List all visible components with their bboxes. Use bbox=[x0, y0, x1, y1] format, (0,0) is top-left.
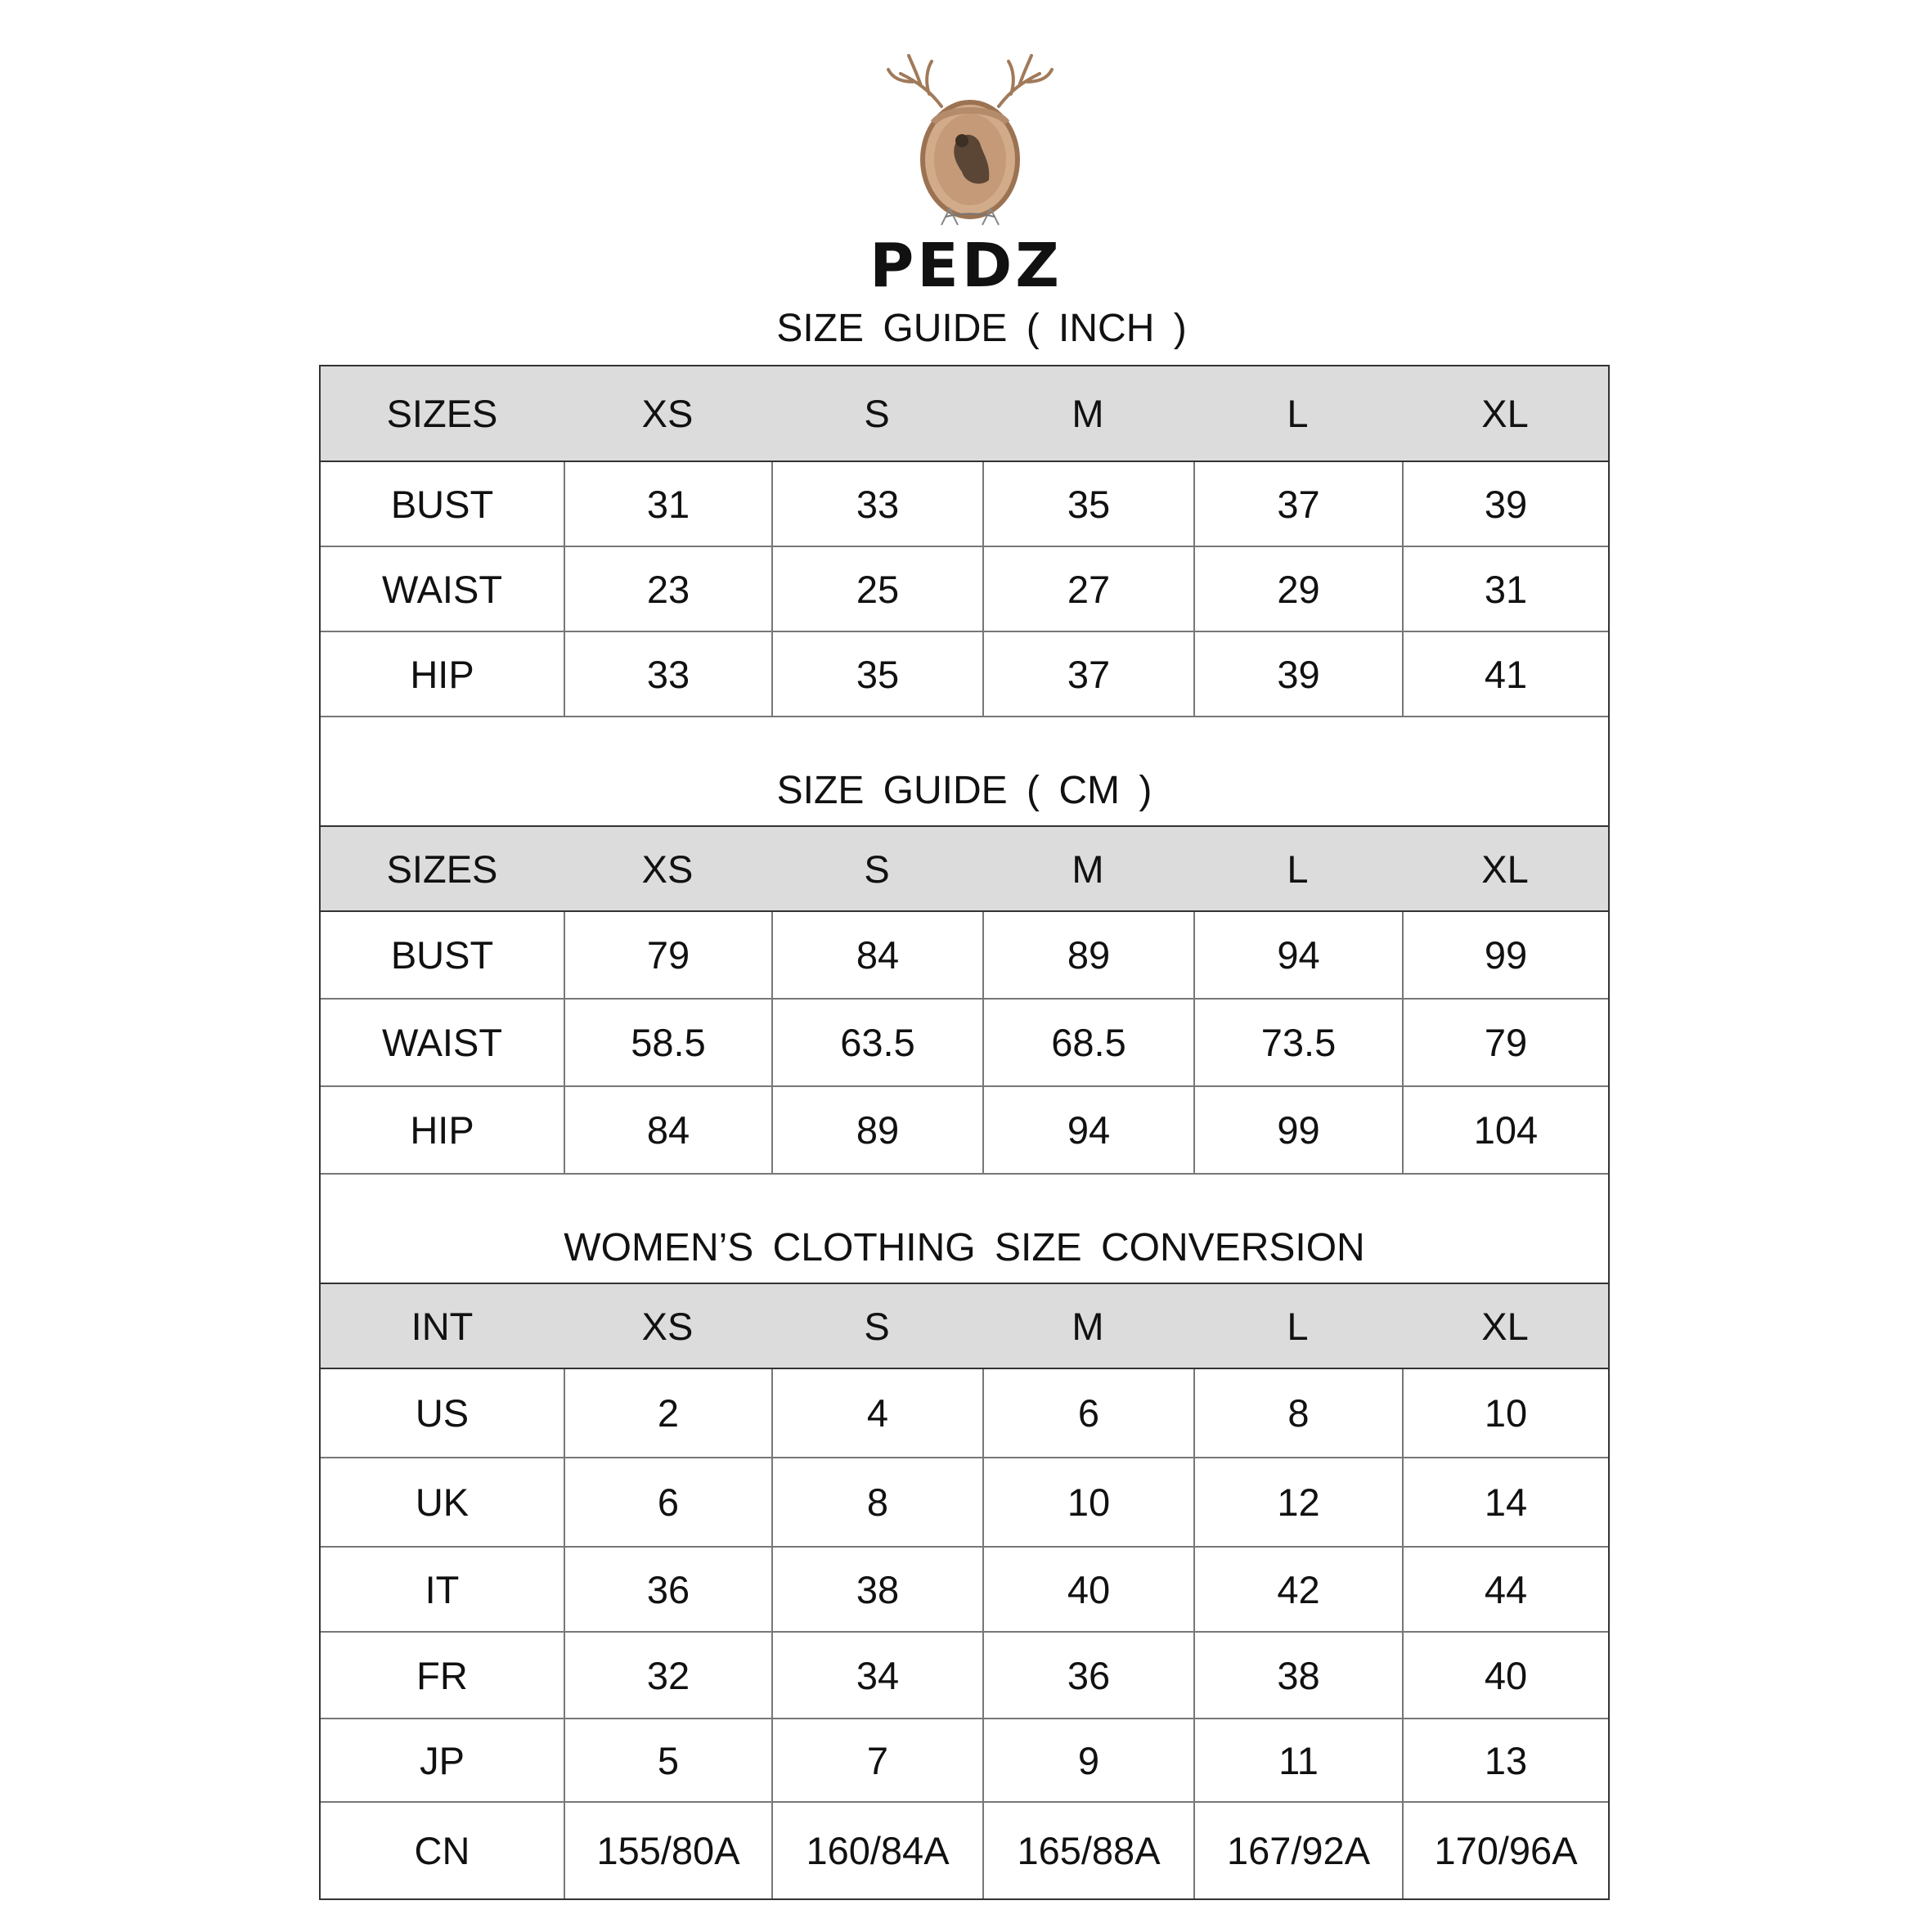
header-cell: S bbox=[864, 847, 890, 891]
table-cell: 5 bbox=[564, 1719, 771, 1801]
table-cell: 63.5 bbox=[771, 1000, 982, 1085]
row-label: IT bbox=[425, 1567, 460, 1611]
table-cell: 12 bbox=[1193, 1458, 1402, 1546]
brand-wordmark: PEDZ bbox=[869, 231, 1063, 301]
table-cell: 33 bbox=[564, 632, 771, 716]
table-cell: 160/84A bbox=[771, 1803, 982, 1898]
header-cell: XS bbox=[641, 1304, 694, 1348]
table-cell: 89 bbox=[982, 912, 1193, 998]
table-cell: 9 bbox=[982, 1719, 1193, 1801]
header-cell: XL bbox=[1481, 392, 1529, 435]
table-row bbox=[321, 547, 1608, 632]
table-cell: 6 bbox=[982, 1369, 1193, 1457]
table-row bbox=[321, 912, 1608, 1000]
cm-header-row bbox=[321, 827, 1608, 912]
table-cell: 38 bbox=[1193, 1633, 1402, 1718]
row-label: HIP bbox=[410, 652, 474, 696]
table-cell: 34 bbox=[771, 1633, 982, 1718]
row-label: BUST bbox=[390, 933, 494, 977]
table-cell: 84 bbox=[564, 1087, 771, 1173]
table-cell: 33 bbox=[771, 462, 982, 546]
table-cell: 4 bbox=[771, 1369, 982, 1457]
conversion-header-row bbox=[321, 1284, 1608, 1369]
row-label: WAIST bbox=[381, 1021, 503, 1064]
header-cell: S bbox=[864, 1304, 890, 1348]
table-row bbox=[321, 1087, 1608, 1175]
table-cell: 8 bbox=[771, 1458, 982, 1546]
table-cell: 31 bbox=[1402, 547, 1608, 631]
table-cell: 58.5 bbox=[564, 1000, 771, 1085]
header-cell: XS bbox=[641, 847, 694, 891]
header-cell: XS bbox=[641, 392, 694, 435]
table-cell: 29 bbox=[1193, 547, 1402, 631]
table-cell: 79 bbox=[1402, 1000, 1608, 1085]
row-label: BUST bbox=[390, 482, 494, 526]
header-cell: L bbox=[1287, 392, 1309, 435]
table-cell: 32 bbox=[564, 1633, 771, 1718]
header-cell: L bbox=[1287, 1304, 1309, 1348]
cm-guide-title: SIZE GUIDE ( CM ) bbox=[321, 717, 1608, 827]
row-label: CN bbox=[414, 1829, 470, 1872]
table-cell: 40 bbox=[1402, 1633, 1608, 1718]
table-cell: 79 bbox=[564, 912, 771, 998]
table-cell: 170/96A bbox=[1402, 1803, 1608, 1898]
header-cell: SIZES bbox=[386, 847, 498, 891]
table-cell: 35 bbox=[771, 632, 982, 716]
table-cell: 7 bbox=[771, 1719, 982, 1801]
table-row bbox=[321, 1633, 1608, 1719]
header-cell: S bbox=[864, 392, 890, 435]
inch-guide-title: SIZE GUIDE ( INCH ) bbox=[776, 307, 1187, 350]
table-cell: 27 bbox=[982, 547, 1193, 631]
row-label: HIP bbox=[410, 1108, 474, 1152]
conversion-title: WOMEN’S CLOTHING SIZE CONVERSION bbox=[321, 1175, 1608, 1284]
header-cell: SIZES bbox=[386, 392, 498, 435]
table-cell: 38 bbox=[771, 1548, 982, 1631]
table-cell: 94 bbox=[982, 1087, 1193, 1173]
table-cell: 37 bbox=[1193, 462, 1402, 546]
table-cell: 68.5 bbox=[982, 1000, 1193, 1085]
table-cell: 23 bbox=[564, 547, 771, 631]
row-label: JP bbox=[420, 1738, 465, 1782]
table-row bbox=[321, 1369, 1608, 1458]
table-cell: 14 bbox=[1402, 1458, 1608, 1546]
table-cell: 6 bbox=[564, 1458, 771, 1546]
header-cell: M bbox=[1072, 1304, 1104, 1348]
table-cell: 165/88A bbox=[982, 1803, 1193, 1898]
row-label: FR bbox=[416, 1653, 468, 1697]
header-cell: M bbox=[1072, 847, 1104, 891]
table-cell: 31 bbox=[564, 462, 771, 546]
table-row bbox=[321, 1719, 1608, 1803]
row-label: UK bbox=[415, 1480, 470, 1524]
table-cell: 37 bbox=[982, 632, 1193, 716]
table-cell: 155/80A bbox=[564, 1803, 771, 1898]
table-cell: 44 bbox=[1402, 1548, 1608, 1631]
brand-crest-logo bbox=[884, 49, 1056, 245]
header-cell: XL bbox=[1481, 847, 1529, 891]
table-cell: 94 bbox=[1193, 912, 1402, 998]
table-row bbox=[321, 1803, 1608, 1898]
header-cell: INT bbox=[411, 1304, 474, 1348]
table-cell: 42 bbox=[1193, 1548, 1402, 1631]
table-row bbox=[321, 1458, 1608, 1548]
table-cell: 10 bbox=[982, 1458, 1193, 1546]
table-cell: 40 bbox=[982, 1548, 1193, 1631]
table-cell: 167/92A bbox=[1193, 1803, 1402, 1898]
header-cell: XL bbox=[1481, 1304, 1529, 1348]
table-cell: 11 bbox=[1193, 1719, 1402, 1801]
table-cell: 41 bbox=[1402, 632, 1608, 716]
header-cell: L bbox=[1287, 847, 1309, 891]
table-row bbox=[321, 462, 1608, 547]
table-cell: 8 bbox=[1193, 1369, 1402, 1457]
table-cell: 10 bbox=[1402, 1369, 1608, 1457]
row-label: US bbox=[415, 1391, 470, 1435]
table-cell: 104 bbox=[1402, 1087, 1608, 1173]
row-label: WAIST bbox=[381, 567, 503, 611]
table-cell: 99 bbox=[1193, 1087, 1402, 1173]
table-cell: 35 bbox=[982, 462, 1193, 546]
table-cell: 73.5 bbox=[1193, 1000, 1402, 1085]
table-cell: 99 bbox=[1402, 912, 1608, 998]
inch-header-row bbox=[321, 366, 1608, 462]
table-cell: 25 bbox=[771, 547, 982, 631]
table-row bbox=[321, 1000, 1608, 1087]
table-row bbox=[321, 632, 1608, 717]
table-cell: 13 bbox=[1402, 1719, 1608, 1801]
table-row bbox=[321, 1548, 1608, 1633]
table-cell: 89 bbox=[771, 1087, 982, 1173]
table-cell: 36 bbox=[982, 1633, 1193, 1718]
size-guide-table bbox=[319, 365, 1610, 1900]
table-cell: 39 bbox=[1402, 462, 1608, 546]
table-cell: 84 bbox=[771, 912, 982, 998]
header-cell: M bbox=[1072, 392, 1104, 435]
table-cell: 2 bbox=[564, 1369, 771, 1457]
table-cell: 39 bbox=[1193, 632, 1402, 716]
table-cell: 36 bbox=[564, 1548, 771, 1631]
